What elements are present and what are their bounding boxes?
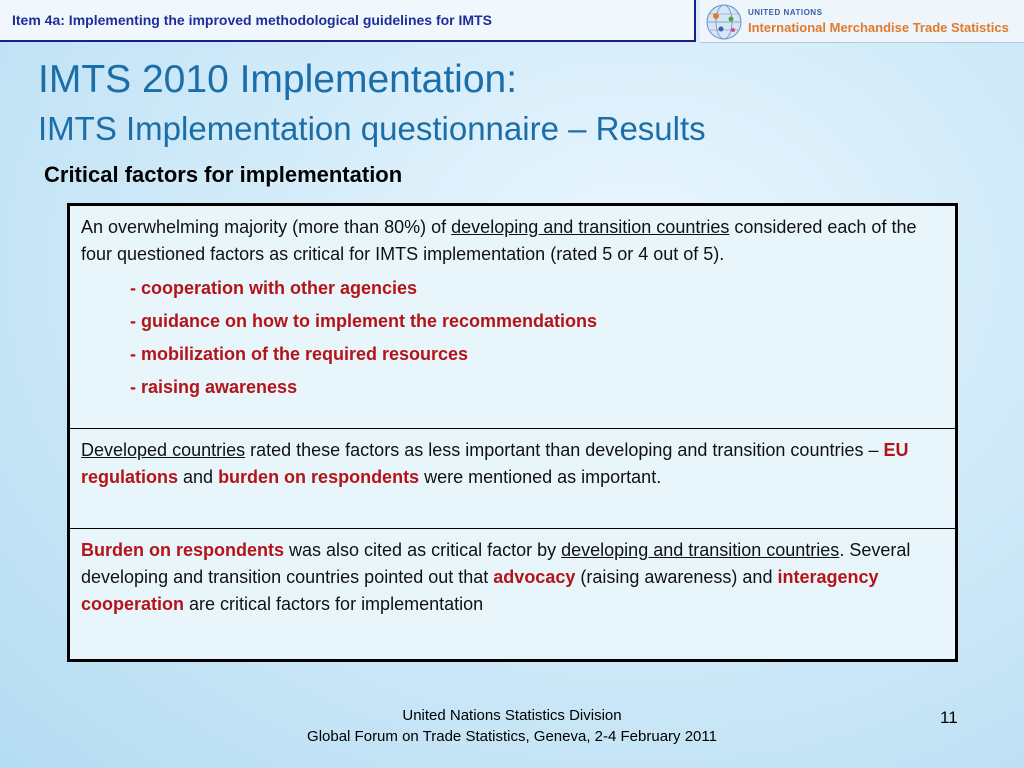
cell3-text-b: . Several developing and transition countries pointed out that	[81, 540, 911, 587]
cell2-bold-2: burden on respondents	[218, 467, 420, 487]
cell2-link: Developed countries	[81, 440, 246, 460]
factor-item: - cooperation with other agencies	[130, 278, 418, 298]
imts-logo	[700, 0, 1024, 43]
footer-line-1: United Nations Statistics Division	[402, 707, 622, 724]
cell2-text-c: were mentioned as important.	[419, 467, 662, 487]
slide-subtitle: IMTS Implementation questionnaire – Results	[38, 110, 706, 147]
factor-item: - mobilization of the required resources	[130, 344, 469, 364]
findings-cell-majority	[70, 206, 955, 428]
footer-line-2: Global Forum on Trade Statistics, Geneva, 2-4 February 2011	[307, 728, 717, 745]
cell3-text-d: are critical factors for implementation	[184, 594, 484, 614]
slide-title: IMTS 2010 Implementation:	[38, 58, 518, 101]
cell3-text-c: (raising awareness) and	[575, 567, 778, 587]
logo-name: International Merchandise Trade Statistics	[748, 20, 1009, 35]
findings-cell-developed	[70, 428, 955, 528]
findings-cell-burden	[70, 528, 955, 659]
factor-item: - guidance on how to implement the recommendations	[130, 311, 598, 331]
un-globe-icon	[704, 2, 744, 42]
cell1-intro-b: considered each of the four questioned factors as critical for IMTS implementation (rated 5 or 4 out of 5).	[81, 217, 917, 264]
cell3-text-a: was also cited as critical factor by	[284, 540, 562, 560]
cell1-intro-link: developing and transition countries	[451, 217, 730, 237]
cell3-link: developing and transition countries	[561, 540, 840, 560]
logo-org: UNITED NATIONS	[748, 8, 823, 17]
cell1-intro-a: An overwhelming majority (more than 80%) of	[81, 217, 452, 237]
item-title: Item 4a: Implementing the improved methodological guidelines for IMTS	[12, 12, 492, 28]
cell2-bold-1: EU regulations	[81, 440, 909, 487]
cell2-text-b: and	[178, 467, 219, 487]
header-bar	[0, 0, 696, 42]
factor-item: - raising awareness	[130, 377, 298, 397]
cell3-bold-3: interagency cooperation	[81, 567, 879, 614]
cell3-bold-1: Burden on respondents	[81, 540, 285, 560]
cell2-text-a: rated these factors as less important than developing and transition countries –	[245, 440, 884, 460]
factor-list	[81, 272, 943, 404]
findings-table	[67, 203, 958, 662]
footer	[0, 705, 1024, 747]
cell3-bold-2: advocacy	[493, 567, 576, 587]
section-heading: Critical factors for implementation	[44, 162, 403, 187]
page-number: 11	[940, 708, 958, 727]
